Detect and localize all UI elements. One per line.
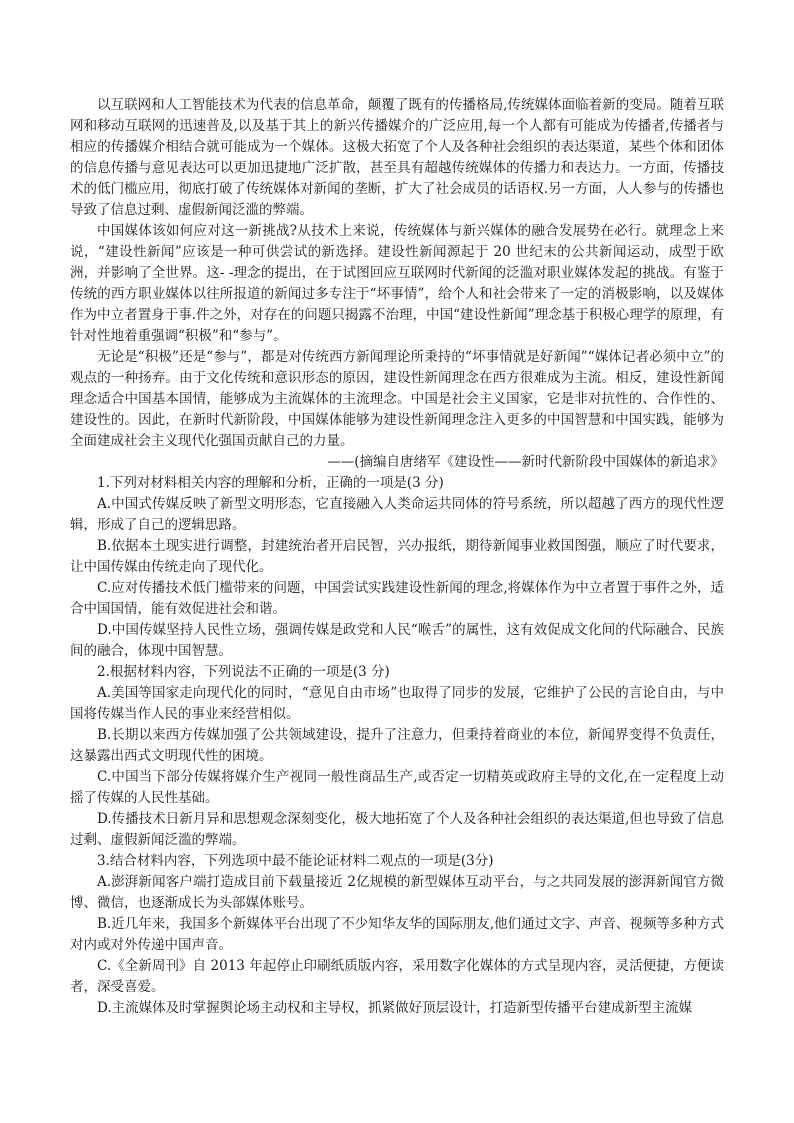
- option-b: B.依据本土现实进行调整，封建统治者开启民智，兴办报纸，期待新闻事业救国图强，顺应了时代要求，让中国传媒由传统走向了现代化。: [70, 538, 724, 575]
- question-stem: 2.根据材料内容，下列说法不正确的一项是(3 分): [97, 664, 390, 680]
- option-a: A.美国等国家走向现代化的同时，“意见自由市场”也取得了同步的发展，它维护了公民的言论自由，与中国将传媒当作人民的事业来经营相似。: [70, 685, 724, 722]
- option-c: C.中国当下部分传媒将媒介生产视同一般性商品生产,或否定一切精英或政府主导的文化,在一定程度上动摇了传媒的人民性基础。: [70, 769, 724, 806]
- reading-passage: [70, 95, 724, 473]
- passage-paragraph-2: 中国媒体该如何应对这一新挑战?从技术上来说，传统媒体与新兴媒体的融合发展势在必行。就理念上来说，“建设性新闻”应该是一种可供尝试的新选择。建设性新闻源起于 20 世纪末的公共新闻运动，成型于欧洲，并影响了全世界。这- -理念的提出，在于试图回应互联网时代新闻的泛滥对职业媒体发起的挑战。有鉴于传统的西方职业媒体以往所报道的新闻过多专注于“坏事情”，给个人和社会带来了一定的消极影响，以及媒体作为中立者置身于事.件之外，对存在的问题只揭露不治理，中国“建设性新闻”理念基于积极心理学的原理，有针对性地着重强调“积极”和“参与”。: [70, 223, 724, 344]
- question-2: [70, 662, 724, 851]
- option-d: D.中国传媒坚持人民性立场，强调传媒是政党和人民“喉舌”的属性，这有效促成文化间的代际融合、民族间的融合，体现中国智慧。: [70, 622, 724, 659]
- option-b: B.长期以来西方传媒加强了公共领域建设，提升了注意力，但秉持着商业的本位，新闻界变得不负责任，这暴露出西式文明现代性的困境。: [70, 727, 724, 764]
- option-b: B.近几年来，我国多个新媒体平台出现了不少知华友华的国际朋友,他们通过文字、声音、视频等多种方式对内或对外传递中国声音。: [70, 916, 724, 953]
- option-c: C.《全新周刊》自 2013 年起停止印刷纸质版内容，采用数字化媒体的方式呈现内容，灵活便捷，方便读者，深受喜爱。: [70, 958, 724, 995]
- option-d: D.传播技术日新月异和思想观念深刻变化，极大地拓宽了个人及各种社会组织的表达渠道,但也导致了信息过剩、虚假新闻泛滥的弊端。: [70, 811, 724, 848]
- question-stem: 3.结合材料内容，下列选项中最不能论证材料二观点的一项是(3分): [97, 853, 494, 869]
- passage-source: ——(摘编自唐绪军《建设性——新时代新阶段中国媒体的新追求》: [327, 454, 724, 470]
- question-stem: 1.下列对材料相关内容的理解和分析，正确的一项是(3 分): [97, 475, 444, 491]
- passage-paragraph-1: 以互联网和人工智能技术为代表的信息革命，颠覆了既有的传播格局,传统媒体面临着新的变局。随着互联网和移动互联网的迅速普及,以及基于其上的新兴传播媒介的广泛应用,每一个人都有可能成为传播者,传播者与相应的传播媒介相结合就可能成为一个媒体。这极大拓宽了个人及各种社会组织的表达渠道，某些个体和团体的信息传播与意见表达可以更加迅捷地广泛扩散，甚至具有超越传统媒体的传播力和表达力。一方面，传播技术的低门槛应用，彻底打破了传统媒体对新闻的垄断，扩大了社会成员的话语权.另一方面，人人参与的传播也导致了信息过剩、虚假新闻泛滥的弊端。: [70, 97, 724, 218]
- option-d: D.主流媒体及时掌握舆论场主动权和主导权，抓紧做好顶层设计，打造新型传播平台建成新型主流媒: [97, 1000, 693, 1016]
- passage-paragraph-3: 无论是“积极”还是“参与”，都是对传统西方新闻理论所秉持的“坏事情就是好新闻”“媒体记者必须中立”的观点的一种扬弃。由于文化传统和意识形态的原因，建设性新闻理念在西方很难成为主流。相反，建设性新闻理念适合中国基本国情，能够成为主流媒体的主流理念。中国是社会主义国家，它是非对抗性的、合作性的、建设性的。因此，在新时代新阶段，中国媒体能够为建设性新闻理念注入更多的中国智慧和中国实践，能够为全面建成社会主义现代化强国贡献自己的力量。: [70, 349, 724, 449]
- option-c: C.应对传播技术低门槛带来的问题，中国尝试实践建设性新闻的理念,将媒体作为中立者置于事件之外，适合中国国情，能有效促进社会和谐。: [70, 580, 724, 617]
- exam-page: [70, 95, 724, 1019]
- question-1: [70, 473, 724, 662]
- option-a: A.中国式传媒反映了新型文明形态，它直接融入人类命运共同体的符号系统，所以超越了西方的现代性逻辑，形成了自己的逻辑思路。: [70, 496, 724, 533]
- question-3: [70, 851, 724, 1019]
- option-a: A.澎湃新闻客户端打造成目前下载量接近 2亿规模的新型媒体互动平台，与之共同发展的澎湃新闻官方微博、微信，也逐渐成长为头部媒体账号。: [70, 874, 724, 911]
